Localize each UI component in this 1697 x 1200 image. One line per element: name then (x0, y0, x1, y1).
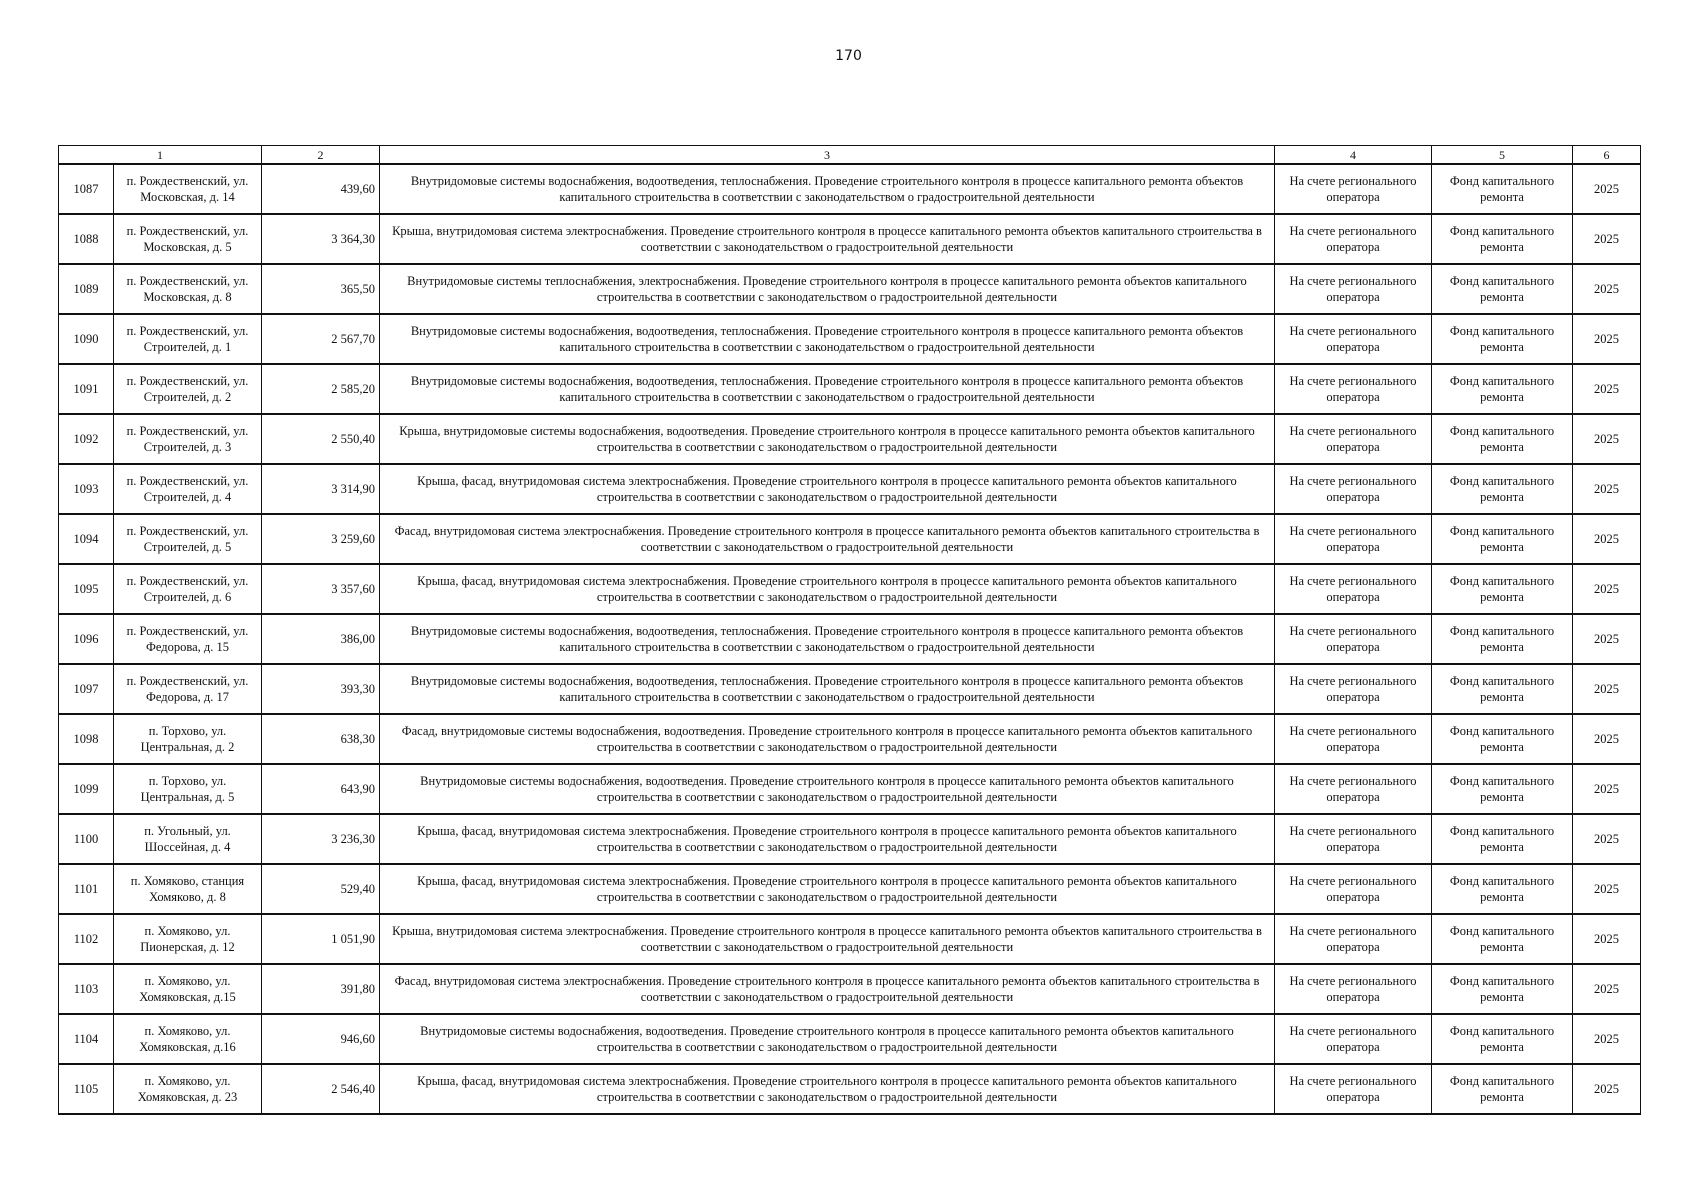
year-cell: 2025 (1573, 214, 1641, 264)
account-method-cell: На счете регионального оператора (1275, 364, 1432, 414)
funding-source-cell: Фонд капитального ремонта (1432, 814, 1573, 864)
year-cell: 2025 (1573, 814, 1641, 864)
account-method-cell: На счете регионального оператора (1275, 264, 1432, 314)
year-cell: 2025 (1573, 314, 1641, 364)
cost-cell: 2 585,20 (262, 364, 380, 414)
funding-source-cell: Фонд капитального ремонта (1432, 514, 1573, 564)
account-method-cell: На счете регионального оператора (1275, 664, 1432, 714)
funding-source-cell: Фонд капитального ремонта (1432, 864, 1573, 914)
funding-source-cell: Фонд капитального ремонта (1432, 964, 1573, 1014)
address-cell: п. Рождественский, ул. Строителей, д. 2 (114, 364, 262, 414)
address-cell: п. Хомяково, станция Хомяково, д. 8 (114, 864, 262, 914)
row-number: 1087 (59, 164, 114, 214)
cost-cell: 3 357,60 (262, 564, 380, 614)
address-cell: п. Хомяково, ул. Хомяковская, д.15 (114, 964, 262, 1014)
column-header: 5 (1432, 146, 1573, 165)
cost-cell: 391,80 (262, 964, 380, 1014)
table-row (59, 514, 1641, 564)
row-number: 1097 (59, 664, 114, 714)
column-header: 1 (59, 146, 262, 165)
works-description-cell: Внутридомовые системы водоснабжения, водоотведения. Проведение строительного контроля в процессе капитального ремонта объектов капитального строительства в соответствии с законодательством о градостроительной деятельности (380, 1014, 1275, 1064)
funding-source-cell: Фонд капитального ремонта (1432, 314, 1573, 364)
table-body (59, 164, 1641, 1114)
account-method-cell: На счете регионального оператора (1275, 814, 1432, 864)
table-row (59, 864, 1641, 914)
works-description-cell: Фасад, внутридомовая система электроснабжения. Проведение строительного контроля в процессе капитального ремонта объектов капитального строительства в соответствии с законодательством о градостроительной деятельности (380, 514, 1275, 564)
year-cell: 2025 (1573, 264, 1641, 314)
table-row (59, 814, 1641, 864)
address-cell: п. Рождественский, ул. Строителей, д. 3 (114, 414, 262, 464)
address-cell: п. Рождественский, ул. Федорова, д. 15 (114, 614, 262, 664)
funding-source-cell: Фонд капитального ремонта (1432, 614, 1573, 664)
account-method-cell: На счете регионального оператора (1275, 714, 1432, 764)
year-cell: 2025 (1573, 164, 1641, 214)
cost-cell: 439,60 (262, 164, 380, 214)
funding-source-cell: Фонд капитального ремонта (1432, 1064, 1573, 1114)
works-description-cell: Крыша, внутридомовая система электроснабжения. Проведение строительного контроля в процессе капитального ремонта объектов капитального строительства в соответствии с законодательством о градостроительной деятельности (380, 214, 1275, 264)
works-description-cell: Крыша, фасад, внутридомовая система электроснабжения. Проведение строительного контроля в процессе капитального ремонта объектов капитального строительства в соответствии с законодательством о градостроительной деятельности (380, 864, 1275, 914)
year-cell: 2025 (1573, 764, 1641, 814)
cost-cell: 3 236,30 (262, 814, 380, 864)
cost-cell: 2 567,70 (262, 314, 380, 364)
column-header: 3 (380, 146, 1275, 165)
table-row (59, 314, 1641, 364)
address-cell: п. Хомяково, ул. Пионерская, д. 12 (114, 914, 262, 964)
table-row (59, 264, 1641, 314)
column-header: 2 (262, 146, 380, 165)
account-method-cell: На счете регионального оператора (1275, 164, 1432, 214)
address-cell: п. Рождественский, ул. Строителей, д. 6 (114, 564, 262, 614)
table-row (59, 464, 1641, 514)
row-number: 1101 (59, 864, 114, 914)
account-method-cell: На счете регионального оператора (1275, 614, 1432, 664)
row-number: 1092 (59, 414, 114, 464)
year-cell: 2025 (1573, 614, 1641, 664)
table-row (59, 1064, 1641, 1114)
table-row (59, 714, 1641, 764)
table-row (59, 664, 1641, 714)
column-number-row (59, 146, 1641, 165)
row-number: 1090 (59, 314, 114, 364)
page-number: 170 (835, 48, 862, 64)
funding-source-cell: Фонд капитального ремонта (1432, 714, 1573, 764)
funding-source-cell: Фонд капитального ремонта (1432, 164, 1573, 214)
address-cell: п. Рождественский, ул. Московская, д. 14 (114, 164, 262, 214)
year-cell: 2025 (1573, 364, 1641, 414)
year-cell: 2025 (1573, 564, 1641, 614)
cost-cell: 393,30 (262, 664, 380, 714)
row-number: 1105 (59, 1064, 114, 1114)
year-cell: 2025 (1573, 514, 1641, 564)
account-method-cell: На счете регионального оператора (1275, 914, 1432, 964)
cost-cell: 3 364,30 (262, 214, 380, 264)
account-method-cell: На счете регионального оператора (1275, 414, 1432, 464)
address-cell: п. Рождественский, ул. Федорова, д. 17 (114, 664, 262, 714)
address-cell: п. Рождественский, ул. Строителей, д. 4 (114, 464, 262, 514)
row-number: 1102 (59, 914, 114, 964)
account-method-cell: На счете регионального оператора (1275, 1014, 1432, 1064)
capital-repair-table (58, 145, 1641, 1115)
cost-cell: 2 550,40 (262, 414, 380, 464)
table-row (59, 614, 1641, 664)
row-number: 1088 (59, 214, 114, 264)
works-description-cell: Внутридомовые системы водоснабжения, водоотведения, теплоснабжения. Проведение строительного контроля в процессе капитального ремонта объектов капитального строительства в соответствии с законодательством о градостроительной деятельности (380, 614, 1275, 664)
table-row (59, 364, 1641, 414)
works-description-cell: Внутридомовые системы водоснабжения, водоотведения. Проведение строительного контроля в процессе капитального ремонта объектов капитального строительства в соответствии с законодательством о градостроительной деятельности (380, 764, 1275, 814)
works-description-cell: Крыша, внутридомовая система электроснабжения. Проведение строительного контроля в процессе капитального ремонта объектов капитального строительства в соответствии с законодательством о градостроительной деятельности (380, 914, 1275, 964)
cost-cell: 2 546,40 (262, 1064, 380, 1114)
cost-cell: 3 314,90 (262, 464, 380, 514)
table-row (59, 164, 1641, 214)
address-cell: п. Хомяково, ул. Хомяковская, д.16 (114, 1014, 262, 1064)
year-cell: 2025 (1573, 464, 1641, 514)
row-number: 1096 (59, 614, 114, 664)
year-cell: 2025 (1573, 1014, 1641, 1064)
year-cell: 2025 (1573, 664, 1641, 714)
account-method-cell: На счете регионального оператора (1275, 514, 1432, 564)
cost-cell: 386,00 (262, 614, 380, 664)
account-method-cell: На счете регионального оператора (1275, 214, 1432, 264)
row-number: 1091 (59, 364, 114, 414)
year-cell: 2025 (1573, 414, 1641, 464)
table-row (59, 214, 1641, 264)
address-cell: п. Рождественский, ул. Строителей, д. 5 (114, 514, 262, 564)
row-number: 1099 (59, 764, 114, 814)
table-row (59, 914, 1641, 964)
funding-source-cell: Фонд капитального ремонта (1432, 664, 1573, 714)
works-description-cell: Внутридомовые системы водоснабжения, водоотведения, теплоснабжения. Проведение строительного контроля в процессе капитального ремонта объектов капитального строительства в соответствии с законодательством о градостроительной деятельности (380, 314, 1275, 364)
row-number: 1100 (59, 814, 114, 864)
table-row (59, 564, 1641, 614)
works-description-cell: Внутридомовые системы водоснабжения, водоотведения, теплоснабжения. Проведение строительного контроля в процессе капитального ремонта объектов капитального строительства в соответствии с законодательством о градостроительной деятельности (380, 664, 1275, 714)
row-number: 1103 (59, 964, 114, 1014)
address-cell: п. Торхово, ул. Центральная, д. 5 (114, 764, 262, 814)
account-method-cell: На счете регионального оператора (1275, 864, 1432, 914)
cost-cell: 946,60 (262, 1014, 380, 1064)
funding-source-cell: Фонд капитального ремонта (1432, 764, 1573, 814)
row-number: 1093 (59, 464, 114, 514)
address-cell: п. Угольный, ул. Шоссейная, д. 4 (114, 814, 262, 864)
account-method-cell: На счете регионального оператора (1275, 564, 1432, 614)
works-description-cell: Крыша, фасад, внутридомовая система электроснабжения. Проведение строительного контроля в процессе капитального ремонта объектов капитального строительства в соответствии с законодательством о градостроительной деятельности (380, 1064, 1275, 1114)
account-method-cell: На счете регионального оператора (1275, 314, 1432, 364)
works-description-cell: Крыша, фасад, внутридомовая система электроснабжения. Проведение строительного контроля в процессе капитального ремонта объектов капитального строительства в соответствии с законодательством о градостроительной деятельности (380, 814, 1275, 864)
column-header: 6 (1573, 146, 1641, 165)
funding-source-cell: Фонд капитального ремонта (1432, 464, 1573, 514)
column-header: 4 (1275, 146, 1432, 165)
table-row (59, 964, 1641, 1014)
address-cell: п. Рождественский, ул. Московская, д. 8 (114, 264, 262, 314)
works-description-cell: Крыша, фасад, внутридомовая система электроснабжения. Проведение строительного контроля в процессе капитального ремонта объектов капитального строительства в соответствии с законодательством о градостроительной деятельности (380, 564, 1275, 614)
works-description-cell: Внутридомовые системы водоснабжения, водоотведения, теплоснабжения. Проведение строительного контроля в процессе капитального ремонта объектов капитального строительства в соответствии с законодательством о градостроительной деятельности (380, 364, 1275, 414)
funding-source-cell: Фонд капитального ремонта (1432, 564, 1573, 614)
cost-cell: 1 051,90 (262, 914, 380, 964)
works-description-cell: Внутридомовые системы водоснабжения, водоотведения, теплоснабжения. Проведение строительного контроля в процессе капитального ремонта объектов капитального строительства в соответствии с законодательством о градостроительной деятельности (380, 164, 1275, 214)
funding-source-cell: Фонд капитального ремонта (1432, 214, 1573, 264)
row-number: 1094 (59, 514, 114, 564)
year-cell: 2025 (1573, 914, 1641, 964)
year-cell: 2025 (1573, 1064, 1641, 1114)
address-cell: п. Хомяково, ул. Хомяковская, д. 23 (114, 1064, 262, 1114)
funding-source-cell: Фонд капитального ремонта (1432, 414, 1573, 464)
works-description-cell: Крыша, фасад, внутридомовая система электроснабжения. Проведение строительного контроля в процессе капитального ремонта объектов капитального строительства в соответствии с законодательством о градостроительной деятельности (380, 464, 1275, 514)
funding-source-cell: Фонд капитального ремонта (1432, 1014, 1573, 1064)
cost-cell: 3 259,60 (262, 514, 380, 564)
year-cell: 2025 (1573, 864, 1641, 914)
account-method-cell: На счете регионального оператора (1275, 464, 1432, 514)
year-cell: 2025 (1573, 964, 1641, 1014)
funding-source-cell: Фонд капитального ремонта (1432, 264, 1573, 314)
account-method-cell: На счете регионального оператора (1275, 964, 1432, 1014)
cost-cell: 638,30 (262, 714, 380, 764)
year-cell: 2025 (1573, 714, 1641, 764)
address-cell: п. Рождественский, ул. Московская, д. 5 (114, 214, 262, 264)
table-row (59, 764, 1641, 814)
address-cell: п. Торхово, ул. Центральная, д. 2 (114, 714, 262, 764)
works-description-cell: Фасад, внутридомовые системы водоснабжения, водоотведения. Проведение строительного контроля в процессе капитального ремонта объектов капитального строительства в соответствии с законодательством о градостроительной деятельности (380, 714, 1275, 764)
row-number: 1098 (59, 714, 114, 764)
cost-cell: 529,40 (262, 864, 380, 914)
funding-source-cell: Фонд капитального ремонта (1432, 364, 1573, 414)
cost-cell: 643,90 (262, 764, 380, 814)
account-method-cell: На счете регионального оператора (1275, 764, 1432, 814)
works-description-cell: Внутридомовые системы теплоснабжения, электроснабжения. Проведение строительного контроля в процессе капитального ремонта объектов капитального строительства в соответствии с законодательством о градостроительной деятельности (380, 264, 1275, 314)
account-method-cell: На счете регионального оператора (1275, 1064, 1432, 1114)
works-description-cell: Фасад, внутридомовая система электроснабжения. Проведение строительного контроля в процессе капитального ремонта объектов капитального строительства в соответствии с законодательством о градостроительной деятельности (380, 964, 1275, 1014)
row-number: 1089 (59, 264, 114, 314)
address-cell: п. Рождественский, ул. Строителей, д. 1 (114, 314, 262, 364)
cost-cell: 365,50 (262, 264, 380, 314)
table-row (59, 414, 1641, 464)
row-number: 1095 (59, 564, 114, 614)
row-number: 1104 (59, 1014, 114, 1064)
table-row (59, 1014, 1641, 1064)
funding-source-cell: Фонд капитального ремонта (1432, 914, 1573, 964)
works-description-cell: Крыша, внутридомовые системы водоснабжения, водоотведения. Проведение строительного контроля в процессе капитального ремонта объектов капитального строительства в соответствии с законодательством о градостроительной деятельности (380, 414, 1275, 464)
